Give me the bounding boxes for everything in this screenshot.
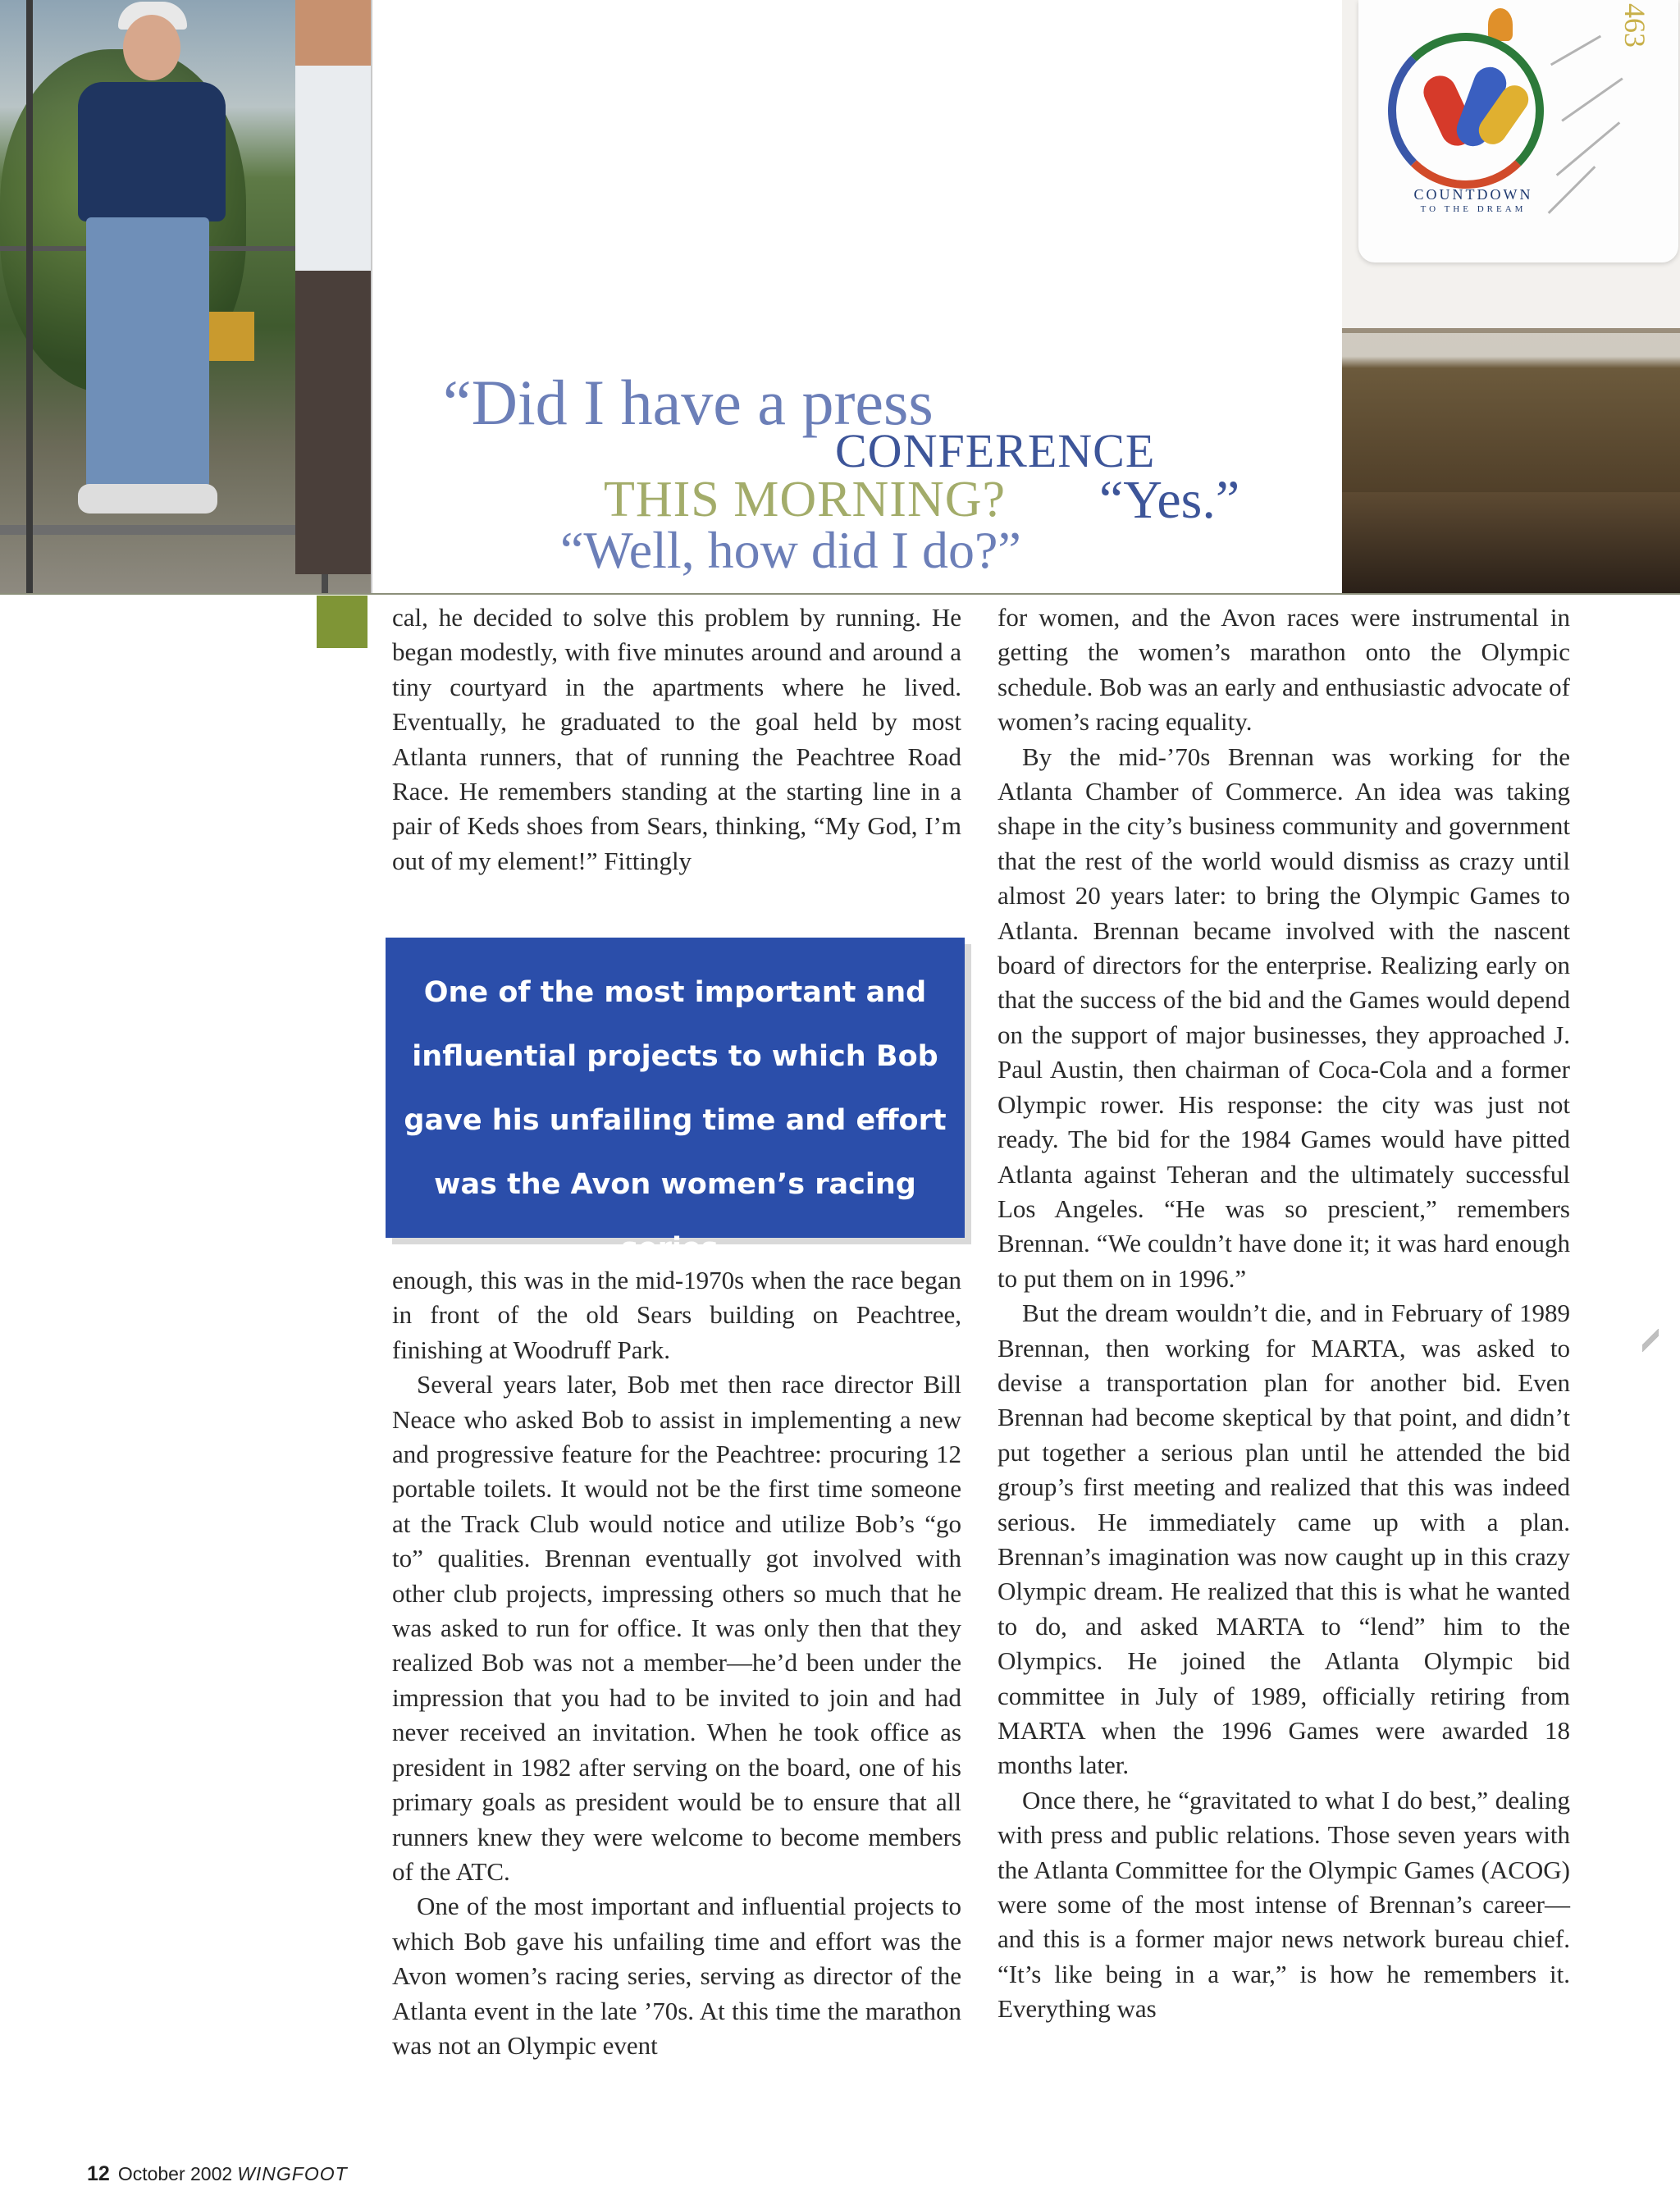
torch-flame-icon bbox=[1488, 8, 1513, 41]
paragraph: But the dream wouldn’t die, and in February of 1989 Brennan, then working for MARTA, was asked to devise a transportation plan for another bid. Even Brennan had become skeptical by that point, and didn’t put together a serious plan until he attended the bid group’s first meeting and realized that this was indeed serious. He immediately came up with a plan. Brennan’s imagination was now caught up in this crazy Olympic dream. He realized that this is what he wanted to do, and asked MARTA to “lend” him to the Olympics. He joined the Atlanta Olympic bid committee in July of 1989, officially retiring from MARTA when the 1996 Games were awarded 18 months later. bbox=[998, 1299, 1570, 1780]
paragraph: enough, this was in the mid-1970s when the race began in front of the old Sears building on Peachtree, finishing at Woodruff Park. bbox=[392, 1266, 961, 1364]
photo-couch bbox=[1342, 492, 1680, 594]
paragraph: for women, and the Avon races were instrumental in getting the women’s marathon onto the Olympic schedule. Bob was an early and enthusiastic advocate of women’s racing equality. bbox=[998, 603, 1570, 737]
horizontal-rule bbox=[0, 593, 1680, 595]
article-column-1-top bbox=[392, 600, 961, 879]
paragraph: Several years later, Bob met then race director Bill Neace who asked Bob to assist in implementing a new and progressive feature for the Peachtree: procuring 12 portable toilets. It would not be the first time someone at the Track Club would notice and utilize Bob’s “go to” qualities. Brennan eventually got involved with other club projects, impressing others so much that he was asked to run for office. It was only then that they realized Bob was not a member—he’d been under the impression that you had to be invited to join and had never received an invitation. When he took office as president in 1982 after serving on the board, one of his primary goals as president would be to ensure that all runners knew they were welcome to become members of the ATC. bbox=[392, 1370, 961, 1886]
photo-divider bbox=[371, 0, 372, 594]
photo-framed-tshirt bbox=[1342, 0, 1680, 594]
photo-jeans bbox=[86, 217, 209, 488]
photo-shirt bbox=[78, 82, 226, 221]
photo-man-with-microphone bbox=[0, 0, 371, 594]
photo-shoes bbox=[78, 484, 217, 514]
shirt-subtitle: TO THE DREAM bbox=[1420, 204, 1527, 214]
shirt-title: COUNTDOWN bbox=[1413, 186, 1533, 203]
page-number: 12 bbox=[87, 2162, 110, 2185]
callout-text: One of the most important and influential projects to which Bob gave his unfailing time and effort was the Avon women’s racing series. bbox=[404, 976, 947, 1265]
paragraph: One of the most important and influential projects to which Bob gave his unfailing time and effort was the Avon women’s racing series, serving as director of the Atlanta event in the late ’70s. At this time the marathon was not an Olympic event bbox=[392, 1892, 961, 2060]
paragraph: cal, he decided to solve this problem by running. He began modestly, with five minutes around and around a tiny courtyard in the apartments where he lived. Eventually, he graduated to the goal held by most Atlanta runners, that of running the Peachtree Road Race. He remembers standing at the starting line in a pair of Keds shoes from Sears, thinking, “My God, I’m out of my element!” Fittingly bbox=[392, 603, 961, 875]
photo-traffic-signal bbox=[205, 312, 254, 361]
accent-block bbox=[317, 596, 368, 648]
page-footer bbox=[87, 2162, 348, 2186]
magazine-name: WINGFOOT bbox=[237, 2163, 348, 2184]
paragraph: By the mid-’70s Brennan was working for the Atlanta Chamber of Commerce. An idea was taking shape in the city’s business community and government that the rest of the world would dismiss as crazy until almost 20 years later: to bring the Olympic Games to Atlanta. Brennan became involved with the nascent board of directors for the enterprise. Realizing early on that the success of the bid and the Games would depend on the support of major businesses, they approached J. Paul Austin, then chairman of Coca-Cola and a former Olympic rower. His response: the city was just not ready. The bid for the 1984 Games would have pitted Atlanta against Teheran and the ultimately successful Los Angeles. “He was so prescient,” remembers Brennan. “We couldn’t have done it; it was hard enough to put them on in 1996.” bbox=[998, 742, 1570, 1293]
shirt-text bbox=[1391, 187, 1555, 217]
article-column-1-bottom bbox=[392, 1263, 961, 2063]
pull-quote-reply: “Yes.” bbox=[1099, 470, 1240, 530]
callout-box bbox=[386, 938, 965, 1265]
paragraph: Once there, he “gravitated to what I do best,” dealing with press and public relations. Those seven years with the Atlanta Committee for the Olympic Games (ACOG) were some of the most intense of Brennan’s career—and this is a former major news network bureau chief. “It’s like being in a war,” is how he remembers it. Everything was bbox=[998, 1785, 1570, 2024]
pull-quote-line-3: THIS MORNING? bbox=[604, 472, 1007, 527]
pull-quote-line-1: “Did I have a press bbox=[443, 367, 934, 438]
photo-second-person bbox=[295, 0, 371, 574]
photo-head bbox=[123, 15, 180, 80]
shirt-number: 463 bbox=[1618, 3, 1651, 48]
pull-quote-line-4: “Well, how did I do?” bbox=[560, 521, 1021, 579]
pull-quote-line-2: CONFERENCE bbox=[835, 424, 1156, 477]
article-column-2 bbox=[998, 600, 1570, 2027]
page-edge-mark bbox=[1642, 1329, 1659, 1352]
issue-date: October 2002 bbox=[117, 2163, 233, 2184]
